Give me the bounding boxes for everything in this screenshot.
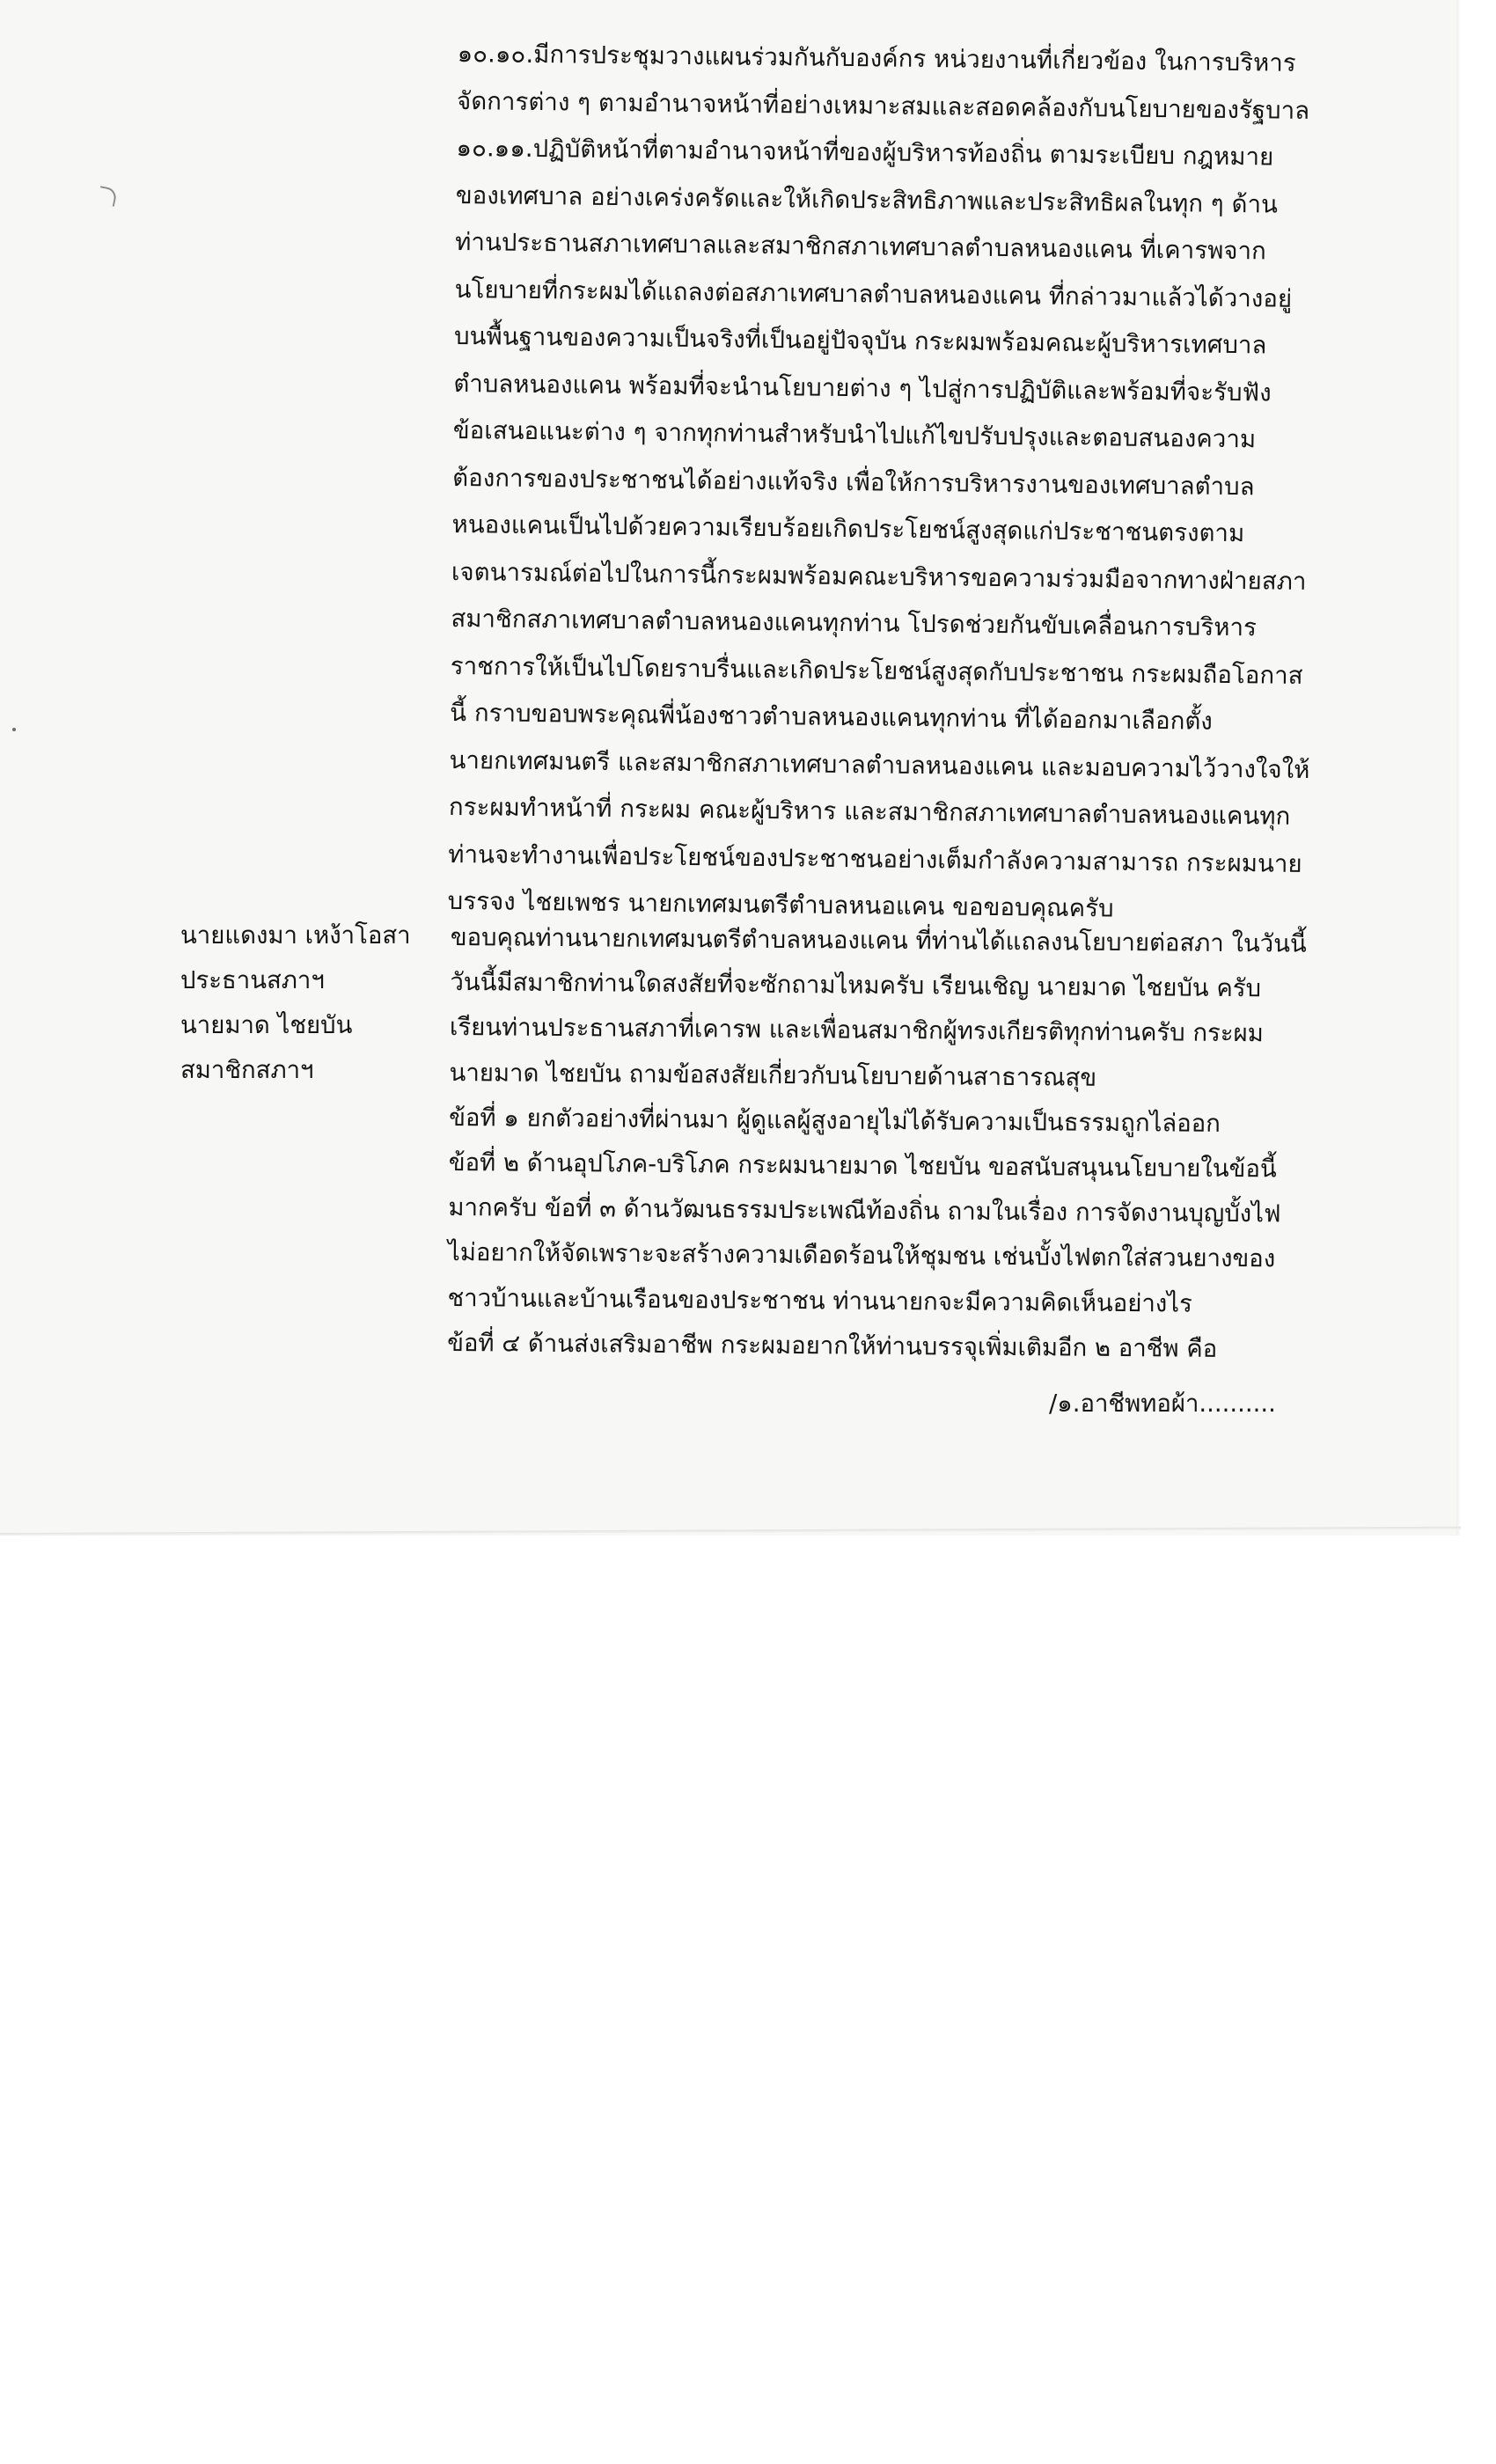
scan-right-edge: [1456, 0, 1461, 1536]
body-line: ต้องการของประชาชนได้อย่างแท้จริง เพื่อให้การบริหารงานของเทศบาลตำบล: [452, 463, 1255, 501]
dialogue-line: เรียนท่านประธานสภาที่เคารพ และเพื่อนสมาชิกผู้ทรงเกียรติทุกท่านครับ กระผม: [449, 1013, 1264, 1048]
speaker-column: [180, 913, 436, 1093]
body-line: กระผมทำหน้าที่ กระผม คณะผู้บริหาร และสมาชิกสภาเทศบาลตำบลหนองแคนทุก: [448, 792, 1291, 831]
dialogue-line: ชาวบ้านและบ้านเรือนของประชาชน ท่านนายกจะมีความคิดเห็นอย่างไร: [447, 1283, 1192, 1318]
speaker-name: นายแดงมา เหง้าโอสา: [180, 921, 411, 950]
body-line: หนองแคนเป็นไปด้วยความเรียบร้อยเกิดประโยชน์สูงสุดแก่ประชาชนตรงตาม: [451, 510, 1245, 548]
dialogue-text: [447, 915, 1357, 1373]
body-line: ๑๐.๑๑.ปฏิบัติหน้าที่ตามอำนาจหน้าที่ของผู้บริหารท้องถิ่น ตามระเบียบ กฎหมาย: [456, 133, 1274, 172]
policy-statement-text: [447, 31, 1354, 935]
page-continuation-marker: /๑.อาชีพทอผ้า..........: [1049, 1390, 1276, 1418]
body-line: จัดการต่าง ๆ ตามอำนาจหน้าที่อย่างเหมาะสมและสอดคล้องกับนโยบายของรัฐบาล: [456, 86, 1310, 125]
body-line: เจตนารมณ์ต่อไปในการนี้กระผมพร้อมคณะบริหารขอความร่วมมือจากทางฝ่ายสภา: [451, 557, 1307, 596]
body-line: บนพื้นฐานของความเป็นจริงที่เป็นอยู่ปัจจุบัน กระผมพร้อมคณะผู้บริหารเทศบาล: [453, 321, 1267, 360]
body-line: นโยบายที่กระผมได้แถลงต่อสภาเทศบาลตำบลหนองแคน ที่กล่าวมาแล้วได้วางอยู่: [454, 275, 1293, 313]
speaker-role: ประธานสภาฯ: [180, 966, 325, 994]
body-line: บรรจง ไชยเพชร นายกเทศมนตรีตำบลหนอแคน ขอขอบคุณครับ: [447, 886, 1114, 923]
scan-speck: [12, 728, 16, 731]
dialogue-line: ขอบคุณท่านนายกเทศมนตรีตำบลหนองแคน ที่ท่านได้แถลงนโยบายต่อสภา ในวันนี้: [450, 922, 1307, 958]
body-line: ตำบลหนองแคน พร้อมที่จะนำนโยบายต่าง ๆ ไปสู่การปฏิบัติและพร้อมที่จะรับฟัง: [453, 369, 1272, 407]
body-line: นี้ กราบขอบพระคุณพี่น้องชาวตำบลหนองแคนทุกท่าน ที่ได้ออกมาเลือกตั้ง: [450, 698, 1214, 736]
body-line: ท่านจะทำงานเพื่อประโยชน์ของประชาชนอย่างเต็มกำลังความสามารถ กระผมนาย: [448, 840, 1302, 878]
body-line: ของเทศบาล อย่างเคร่งครัดและให้เกิดประสิทธิภาพและประสิทธิผลในทุก ๆ ด้าน: [455, 180, 1279, 219]
body-line: ข้อเสนอแนะต่าง ๆ จากทุกท่านสำหรับนำไปแก้ไขปรับปรุงและตอบสนองความ: [452, 415, 1257, 454]
body-line: สมาชิกสภาเทศบาลตำบลหนองแคนทุกท่าน โปรดช่วยกันขับเคลื่อนการบริหาร: [451, 604, 1258, 642]
speaker-name: นายมาด ไชยบัน: [180, 1011, 353, 1039]
dialogue-line: ข้อที่ ๑ ยกตัวอย่างที่ผ่านมา ผู้ดูแลผู้สูงอายุไม่ได้รับความเป็นธรรมถูกไล่ออก: [449, 1103, 1221, 1138]
body-line: ราชการให้เป็นไปโดยราบรื่นและเกิดประโยชน์สูงสุดกับประชาชน กระผมถือโอกาส: [450, 651, 1303, 690]
body-line: ท่านประธานสภาเทศบาลและสมาชิกสภาเทศบาลตำบลหนองแคน ที่เคารพจาก: [455, 227, 1267, 266]
body-line: ๑๐.๑๐.มีการประชุมวางแผนร่วมกันกับองค์กร หน่วยงานที่เกี่ยวข้อง ในการบริหาร: [457, 39, 1296, 77]
dialogue-line: ไม่อยากให้จัดเพราะจะสร้างความเดือดร้อนให้ชุมชน เช่นบั้งไฟตกใส่สวนยางของ: [447, 1238, 1276, 1273]
body-line: นายกเทศมนตรี และสมาชิกสภาเทศบาลตำบลหนองแคน และมอบความไว้วางใจให้: [449, 745, 1310, 784]
dialogue-line: นายมาด ไชยบัน ถามข้อสงสัยเกี่ยวกับนโยบายด้านสาธารณสุข: [449, 1058, 1097, 1092]
dialogue-line: ข้อที่ ๒ ด้านอุปโภค-บริโภค กระผมนายมาด ไชยบัน ขอสนับสนุนนโยบายในข้อนี้: [448, 1148, 1277, 1184]
dialogue-line: วันนี้มีสมาชิกท่านใดสงสัยที่จะซักถามไหมครับ เรียนเชิญ นายมาด ไชยบัน ครับ: [450, 968, 1262, 1003]
speaker-role: สมาชิกสภาฯ: [180, 1056, 314, 1084]
dialogue-line: ข้อที่ ๔ ด้านส่งเสริมอาชีพ กระผมอยากให้ท่านบรรจุเพิ่มเติมอีก ๒ อาชีพ คือ: [447, 1328, 1218, 1363]
dialogue-line: มากครับ ข้อที่ ๓ ด้านวัฒนธรรมประเพณีท้องถิ่น ถามในเรื่อง การจัดงานบุญบั้งไฟ: [448, 1193, 1281, 1228]
